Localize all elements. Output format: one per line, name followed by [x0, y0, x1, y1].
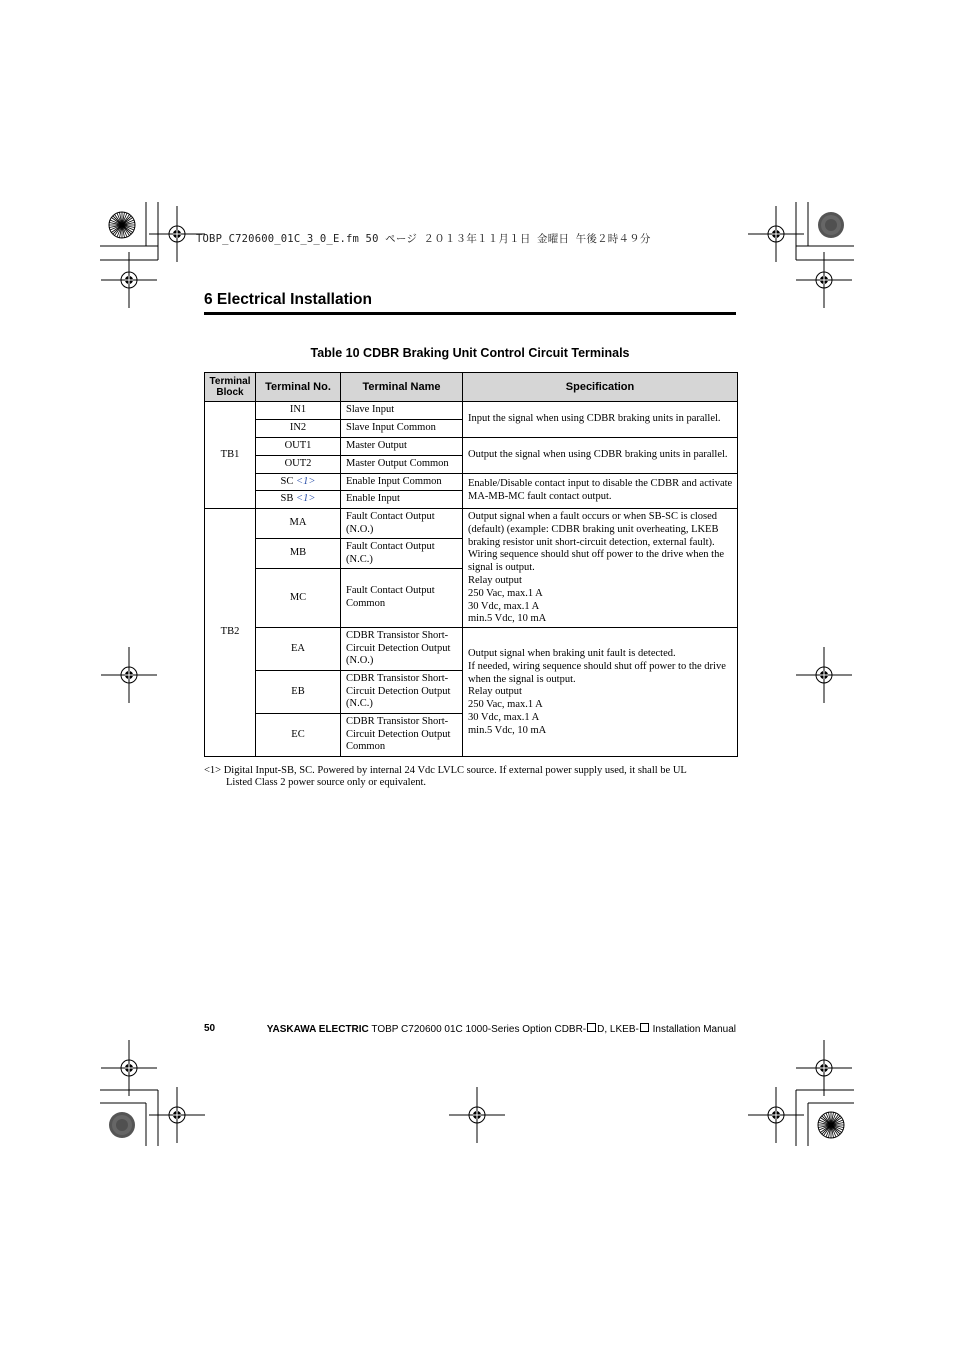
terminal-no: SC <1> — [256, 474, 341, 491]
terminal-no: OUT1 — [256, 438, 341, 456]
section-divider — [204, 312, 736, 315]
terminal-no: EB — [256, 671, 341, 714]
footnote-marker: <1> — [204, 765, 222, 776]
terminal-name: Fault Contact Output (N.O.) — [341, 509, 463, 539]
terminal-name: Slave Input — [341, 402, 463, 420]
table-row — [205, 628, 738, 671]
terminal-no: IN2 — [256, 420, 341, 438]
terminal-no: MC — [256, 569, 341, 628]
table-row — [205, 509, 738, 539]
footnote — [204, 765, 744, 788]
table-row — [205, 474, 738, 491]
footnote-ref[interactable]: <1> — [296, 493, 316, 505]
terminal-no: IN1 — [256, 402, 341, 420]
terminal-name: Slave Input Common — [341, 420, 463, 438]
terminal-block-tb2: TB2 — [205, 509, 256, 757]
header-terminal-no: Terminal No. — [256, 373, 341, 402]
footnote-ref[interactable]: <1> — [296, 475, 316, 487]
specification: Output the signal when using CDBR braking units in parallel. — [463, 438, 738, 474]
terminal-name: Master Output — [341, 438, 463, 456]
header-terminal-name: Terminal Name — [341, 373, 463, 402]
terminal-name: Master Output Common — [341, 456, 463, 474]
footnote-line2: Listed Class 2 power source only or equivalent. — [226, 776, 427, 788]
terminal-name: CDBR Transistor Short-Circuit Detection Output Common — [341, 714, 463, 757]
footnote-line1: Digital Input-SB, SC. Powered by internal 24 Vdc LVLC source. If external power supply used, it shall be UL — [223, 765, 687, 776]
terminal-name: Fault Contact Output Common — [341, 569, 463, 628]
terminal-name: CDBR Transistor Short-Circuit Detection Output (N.O.) — [341, 628, 463, 671]
terminal-no: EA — [256, 628, 341, 671]
terminal-block-tb1: TB1 — [205, 402, 256, 509]
terminal-no: MA — [256, 509, 341, 539]
footer-brand: YASKAWA ELECTRIC — [266, 1024, 369, 1035]
specification: Enable/Disable contact input to disable the CDBR and activate MA-MB-MC fault contact output. — [463, 474, 738, 509]
table-header-row — [205, 373, 738, 402]
table-row — [205, 438, 738, 456]
terminal-name: CDBR Transistor Short-Circuit Detection Output (N.C.) — [341, 671, 463, 714]
specification: Output signal when a fault occurs or when SB-SC is closed (default) (example: CDBR braking unit overheating, LKEB braking resistor unit short-circuit detection, external fault). Wiring sequence should shut off power to the drive when the signal is output. Relay output 250 Vac, max.1 A 30 Vdc, max.1 A min.5 Vdc, 10 mA — [463, 509, 738, 628]
terminal-name: Enable Input Common — [341, 474, 463, 491]
terminal-name: Enable Input — [341, 491, 463, 509]
print-header: TOBP_C720600_01C_3_0_E.fm 50 ページ ２０１３年１１月１日 金曜日 午後２時４９分 — [196, 233, 651, 245]
terminal-name: Fault Contact Output (N.C.) — [341, 539, 463, 569]
terminal-no: OUT2 — [256, 456, 341, 474]
specification: Output signal when braking unit fault is detected. If needed, wiring sequence should shut off power to the drive when the signal is output. Relay output 250 Vac, max.1 A 30 Vdc, max.1 A min.5 Vdc, 10 mA — [463, 628, 738, 757]
section-heading: 6 Electrical Installation — [204, 291, 372, 308]
checkbox-square-icon — [587, 1023, 596, 1032]
header-specification: Specification — [463, 373, 738, 402]
footer-manual-title: YASKAWA ELECTRIC TOBP C720600 01C 1000-Series Option CDBR- D, LKEB- Installation Manual — [266, 1024, 736, 1035]
page-number: 50 — [204, 1023, 216, 1034]
header-terminal-block: Terminal Block — [205, 373, 256, 402]
terminal-no: MB — [256, 539, 341, 569]
checkbox-square-icon — [640, 1023, 649, 1032]
table-caption: Table 10 CDBR Braking Unit Control Circuit Terminals — [310, 346, 630, 360]
table-row — [205, 402, 738, 420]
terminal-no: EC — [256, 714, 341, 757]
specification: Input the signal when using CDBR braking units in parallel. — [463, 402, 738, 438]
terminal-no: SB <1> — [256, 491, 341, 509]
terminals-table — [204, 372, 738, 757]
